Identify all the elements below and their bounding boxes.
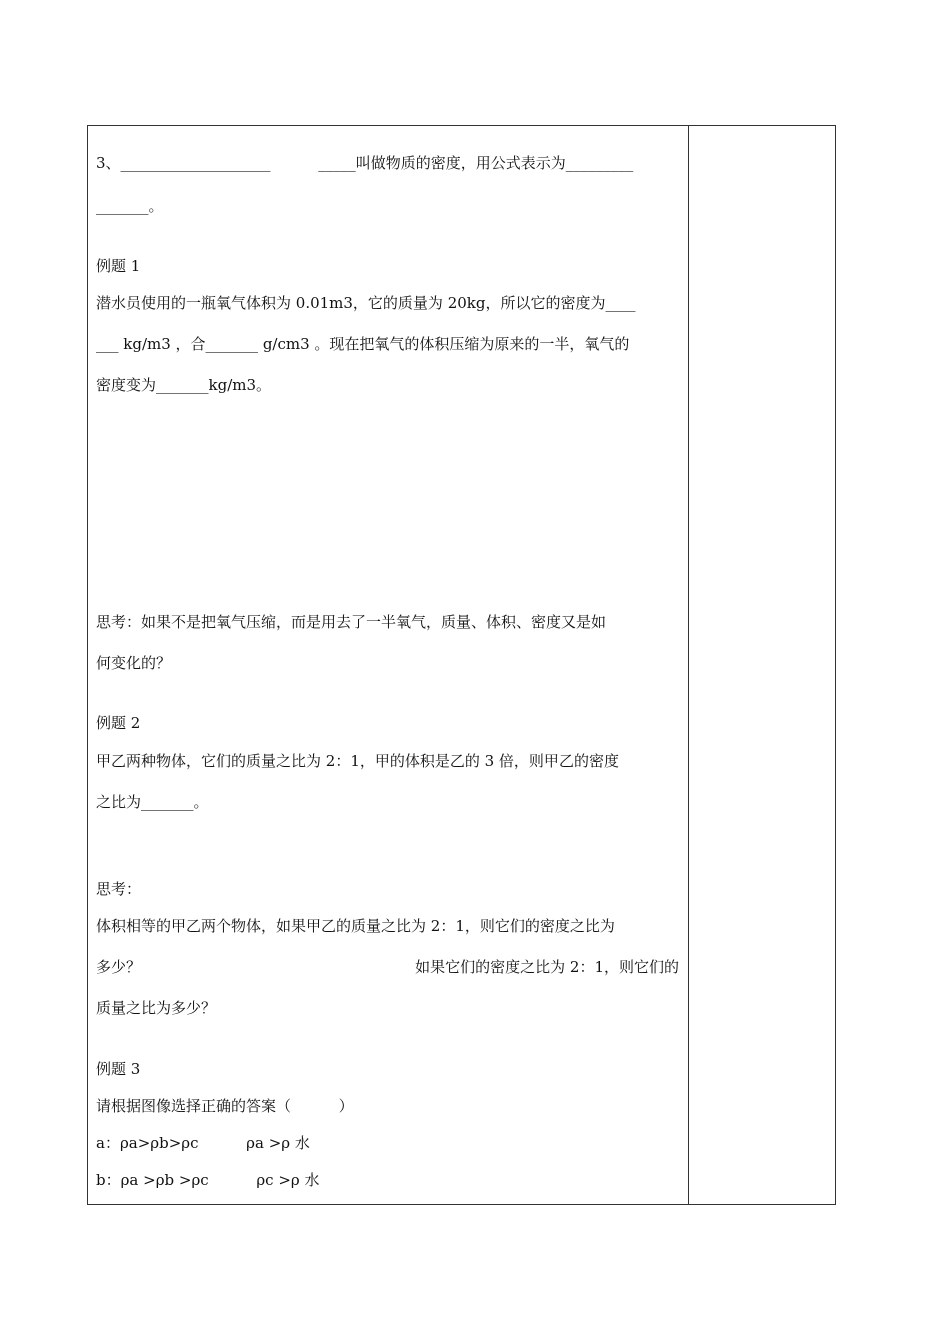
item3-line1: 3、____________________ _____叫做物质的密度，用公式表示为_________ bbox=[96, 154, 634, 172]
think2-line2-right: 如果它们的密度之比为 2：1，则它们的 bbox=[415, 958, 679, 976]
think2-line2 bbox=[96, 957, 679, 977]
example1-line3: 密度变为_______kg/m3。 bbox=[96, 376, 272, 394]
think2-line3: 质量之比为多少？ bbox=[96, 999, 217, 1017]
example3-question: 请根据图像选择正确的答案（ ） bbox=[96, 1097, 354, 1115]
think2-heading: 思考： bbox=[96, 880, 142, 898]
example3-heading: 例题 3 bbox=[96, 1060, 141, 1078]
item3-line2: _______。 bbox=[96, 197, 164, 215]
think2-line1: 体积相等的甲乙两个物体，如果甲乙的质量之比为 2：1，则它们的密度之比为 bbox=[96, 917, 615, 935]
example3-option-b: b：ρa >ρb >ρc ρc >ρ 水 bbox=[96, 1171, 320, 1189]
think2-line2-left: 多少？ bbox=[96, 958, 142, 976]
example2-line2: 之比为_______。 bbox=[96, 793, 209, 811]
example1-line2: ___ kg/m3 ，合_______ g/cm3 。现在把氧气的体积压缩为原来的一半，氧气的 bbox=[96, 335, 630, 353]
think1-line1: 思考：如果不是把氧气压缩，而是用去了一半氧气，质量、体积、密度又是如 bbox=[96, 613, 607, 631]
think1-line2: 何变化的？ bbox=[96, 654, 172, 672]
example1-line1: 潜水员使用的一瓶氧气体积为 0.01m3，它的质量为 20kg，所以它的密度为____ bbox=[96, 294, 636, 312]
example1-heading: 例题 1 bbox=[96, 257, 141, 275]
example2-line1: 甲乙两种物体，它们的质量之比为 2：1，甲的体积是乙的 3 倍，则甲乙的密度 bbox=[96, 752, 619, 770]
column-divider bbox=[688, 125, 689, 1205]
example2-heading: 例题 2 bbox=[96, 714, 141, 732]
example3-option-a: a：ρa>ρb>ρc ρa >ρ 水 bbox=[96, 1134, 310, 1152]
content-table bbox=[87, 125, 836, 1205]
